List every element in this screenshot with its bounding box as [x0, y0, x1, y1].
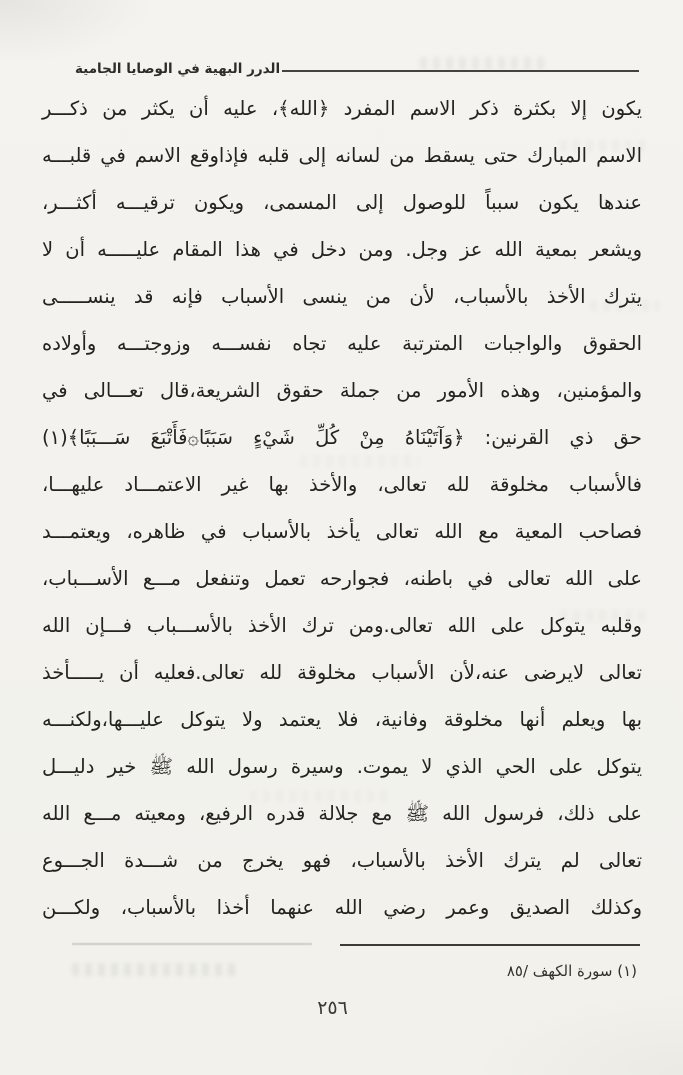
footnote-separator-bleed-ghost: [72, 943, 312, 945]
header-rule: [282, 70, 639, 73]
body-text-line: عندها يكون سبباً للوصول إلى المسمى، ويكون ترقيـــه أكثـــر،: [42, 191, 642, 214]
page-header: [75, 50, 639, 78]
footnote-separator: [340, 944, 640, 946]
body-text-line: على الله تعالى في باطنه، فجوارحه تعمل وتنفعل مـــع الأســـباب،: [42, 567, 642, 590]
body-text-line: الحقوق والواجبات المترتبة عليه تجاه نفســـه وزوجتـــه وأولاده: [42, 332, 642, 355]
body-text-line: الاسم المبارك حتى يسقط من لسانه إلى قلبه فإذاوقع الاسم في قلبـــه: [42, 144, 642, 167]
footnote: (١) سورة الكهف /٨٥: [506, 962, 637, 980]
body-text-line: على ذلك، فرسول الله ﷺ مع جلالة قدره الرفيع، ومعيته مـــع الله: [42, 802, 642, 825]
body-text-line: فصاحب المعية مع الله تعالى يأخذ بالأسباب في ظاهره، ويعتمـــد: [42, 520, 642, 543]
body-text-line: والمؤمنين، وهذه الأمور من جملة حقوق الشريعة،قال تعـــالى في: [42, 379, 642, 402]
body-text-line: حق ذي القرنين: ﴿وَآتَيْنَاهُ مِنْ كُلِّ شَيْءٍ سَبَبًا۞فَأَتْبَعَ سَـــبَبًا﴾(١): [42, 426, 642, 449]
body-text-line: ويشعر بمعية الله عز وجل. ومن دخل في هذا المقام عليـــــه أن لا: [42, 238, 642, 261]
body-text: [42, 85, 642, 931]
body-text-line: وكذلك الصديق وعمر رضي الله عنهما أخذا بالأسباب، ولكـــن: [42, 896, 642, 919]
body-text-line: يكون إلا بكثرة ذكر الاسم المفرد ﴿الله﴾، عليه أن يكثر من ذكـــر: [42, 97, 642, 120]
body-text-line: فالأسباب مخلوقة لله تعالى، والأخذ بها غير الاعتمـــاد عليهـــا،: [42, 473, 642, 496]
body-text-line: يترك الأخذ بالأسباب، لأن من ينسى الأسباب فإنه قد ينســـــى: [42, 285, 642, 308]
body-text-line: تعالى لايرضى عنه،لأن الأسباب مخلوقة لله تعالى.فعليه أن يـــــأخذ: [42, 661, 642, 684]
body-text-line: تعالى لم يترك الأخذ بالأسباب، فهو يخرج من شـــدة الجـــوع: [42, 849, 642, 872]
body-text-line: يتوكل على الحي الذي لا يموت. وسيرة رسول الله ﷺ خير دليـــل: [42, 755, 642, 778]
page-number: ٢٥٦: [317, 997, 348, 1019]
running-title: الدرر البهية في الوصايا الجامية: [75, 60, 281, 77]
body-text-line: بها ويعلم أنها مخلوقة وفانية، فلا يعتمد ولا يتوكل عليـــها،ولكنـــه: [42, 708, 642, 731]
bleed-through-ghost: [72, 963, 237, 976]
body-text-line: وقلبه يتوكل على الله تعالى.ومن ترك الأخذ بالأســـباب فـــإن الله: [42, 614, 642, 637]
